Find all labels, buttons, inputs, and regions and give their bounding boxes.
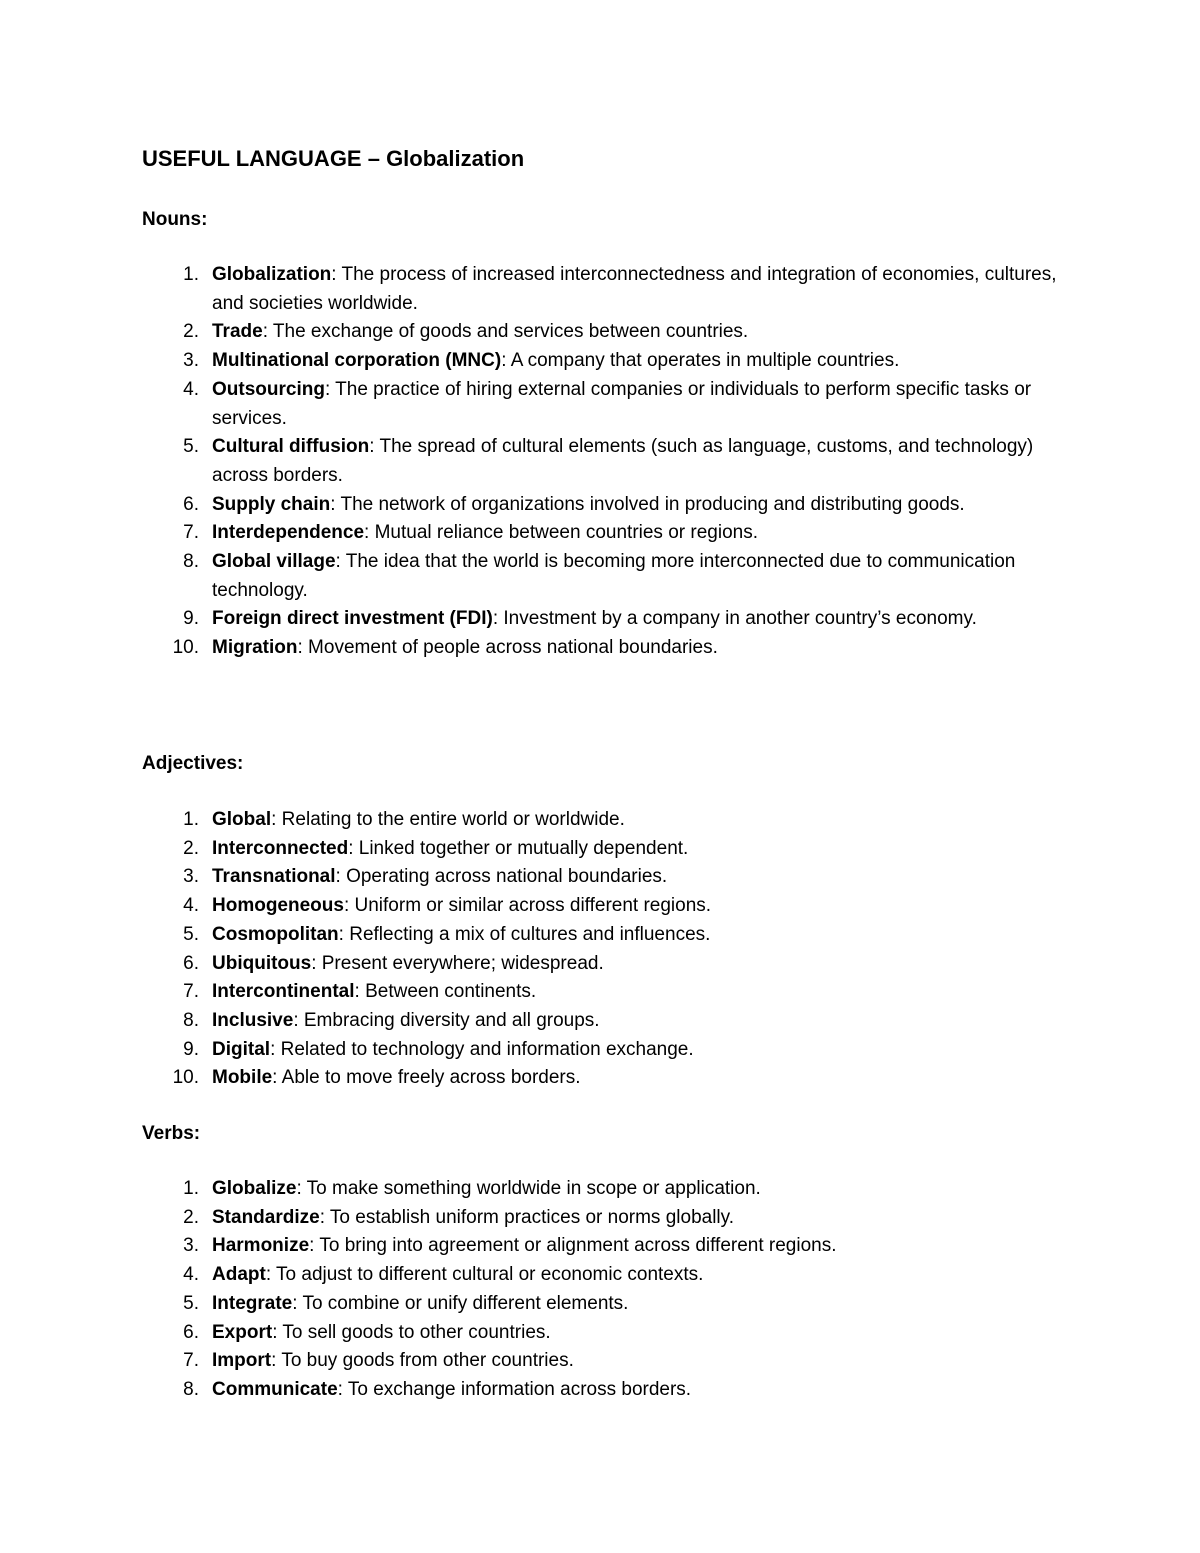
item-definition: : The exchange of goods and services between countries. bbox=[262, 321, 749, 343]
item-definition: : Relating to the entire world or worldwide. bbox=[271, 809, 625, 830]
item-definition: : To adjust to different cultural or economic contexts. bbox=[265, 1264, 704, 1286]
item-number: 5. bbox=[183, 1292, 199, 1314]
item-number: 1. bbox=[183, 1178, 199, 1199]
item-number: 5. bbox=[183, 923, 199, 945]
item-number: 5. bbox=[183, 436, 199, 458]
item-term: Globalize bbox=[212, 1178, 297, 1199]
item-term: Interconnected bbox=[212, 837, 349, 859]
list-item bbox=[0, 491, 1200, 520]
list-item bbox=[0, 376, 1200, 433]
item-term: Import bbox=[212, 1350, 272, 1372]
list-item bbox=[0, 433, 1200, 490]
list-item bbox=[0, 1261, 1200, 1290]
item-definition: : The spread of cultural elements (such as language, customs, and technology) across borders. bbox=[212, 436, 1034, 486]
item-number: 10. bbox=[172, 637, 199, 659]
item-term: Trade bbox=[212, 321, 263, 343]
item-term: Interdependence bbox=[212, 522, 365, 544]
verbs-list bbox=[0, 1175, 1200, 1405]
item-definition: : To sell goods to other countries. bbox=[272, 1321, 551, 1343]
item-definition: : The process of increased interconnectedness and integration of economies, cultures, and societies worldwide. bbox=[212, 264, 1057, 314]
item-term: Communicate bbox=[212, 1378, 338, 1400]
list-item bbox=[0, 1319, 1200, 1348]
list-item bbox=[0, 605, 1200, 634]
item-number: 8. bbox=[183, 551, 199, 573]
item-number: 2. bbox=[183, 321, 199, 343]
item-term: Outsourcing bbox=[212, 378, 325, 400]
item-definition: : To combine or unify different elements. bbox=[292, 1292, 629, 1314]
item-number: 3. bbox=[183, 866, 199, 888]
item-definition: : To make something worldwide in scope or application. bbox=[296, 1178, 761, 1199]
item-term: Standardize bbox=[212, 1206, 320, 1228]
item-number: 4. bbox=[183, 378, 199, 400]
item-number: 6. bbox=[183, 952, 199, 974]
item-definition: : The idea that the world is becoming more interconnected due to communication technology. bbox=[212, 551, 1016, 601]
list-item bbox=[0, 548, 1200, 605]
item-term: Ubiquitous bbox=[212, 952, 312, 974]
list-item bbox=[0, 1232, 1200, 1261]
item-number: 7. bbox=[183, 522, 199, 544]
item-definition: : Movement of people across national boundaries. bbox=[297, 637, 718, 659]
item-number: 2. bbox=[183, 837, 199, 859]
item-number: 3. bbox=[183, 350, 199, 372]
item-term: Export bbox=[212, 1321, 273, 1343]
list-item bbox=[0, 835, 1200, 864]
item-term: Supply chain bbox=[212, 493, 331, 515]
list-item bbox=[0, 1175, 1200, 1204]
item-definition: : Related to technology and information exchange. bbox=[270, 1038, 694, 1060]
item-definition: : To buy goods from other countries. bbox=[271, 1350, 574, 1372]
item-term: Intercontinental bbox=[212, 981, 355, 1003]
list-item bbox=[0, 1204, 1200, 1233]
list-item bbox=[0, 1064, 1200, 1093]
item-term: Foreign direct investment (FDI) bbox=[212, 608, 493, 630]
item-definition: : To exchange information across borders. bbox=[337, 1378, 692, 1400]
list-item bbox=[0, 863, 1200, 892]
item-term: Cultural diffusion bbox=[212, 436, 370, 458]
item-term: Integrate bbox=[212, 1292, 293, 1314]
item-number: 2. bbox=[183, 1206, 199, 1228]
item-number: 4. bbox=[183, 895, 199, 917]
list-item bbox=[0, 1376, 1200, 1405]
item-term: Transnational bbox=[212, 866, 336, 888]
item-term: Global bbox=[212, 809, 272, 830]
list-item bbox=[0, 347, 1200, 376]
item-definition: : A company that operates in multiple countries. bbox=[501, 350, 900, 372]
item-definition: : To bring into agreement or alignment across different regions. bbox=[309, 1235, 837, 1257]
item-definition: : Between continents. bbox=[354, 981, 537, 1003]
list-item bbox=[0, 634, 1200, 663]
item-number: 9. bbox=[183, 608, 199, 630]
item-number: 8. bbox=[183, 1378, 199, 1400]
document-title: USEFUL LANGUAGE – Globalization bbox=[142, 146, 525, 171]
item-term: Adapt bbox=[212, 1264, 266, 1286]
list-item bbox=[0, 1347, 1200, 1376]
item-number: 1. bbox=[183, 264, 199, 285]
item-term: Cosmopolitan bbox=[212, 923, 339, 945]
item-number: 8. bbox=[183, 1009, 199, 1031]
item-term: Inclusive bbox=[212, 1009, 294, 1031]
item-definition: : Investment by a company in another country’s economy. bbox=[492, 608, 977, 630]
list-item bbox=[0, 978, 1200, 1007]
item-definition: : Present everywhere; widespread. bbox=[311, 952, 604, 974]
item-term: Harmonize bbox=[212, 1235, 310, 1257]
item-number: 7. bbox=[183, 981, 199, 1003]
list-item bbox=[0, 1290, 1200, 1319]
item-number: 3. bbox=[183, 1235, 199, 1257]
item-definition: : Embracing diversity and all groups. bbox=[293, 1009, 600, 1031]
list-item bbox=[0, 261, 1200, 318]
adjectives-list bbox=[0, 806, 1200, 1093]
list-item bbox=[0, 519, 1200, 548]
item-number: 4. bbox=[183, 1264, 199, 1286]
item-definition: : Operating across national boundaries. bbox=[335, 866, 668, 888]
item-term: Migration bbox=[212, 637, 298, 659]
item-definition: : Uniform or similar across different regions. bbox=[343, 895, 712, 917]
list-item bbox=[0, 921, 1200, 950]
item-definition: : Able to move freely across borders. bbox=[272, 1067, 581, 1089]
list-item bbox=[0, 318, 1200, 347]
item-number: 6. bbox=[183, 493, 199, 515]
item-number: 7. bbox=[183, 1350, 199, 1372]
item-term: Mobile bbox=[212, 1067, 273, 1089]
item-term: Globalization bbox=[212, 264, 332, 285]
section-heading-verbs: Verbs: bbox=[142, 1123, 201, 1144]
item-definition: : The practice of hiring external companies or individuals to perform specific tasks or services. bbox=[212, 378, 1032, 429]
item-number: 9. bbox=[183, 1038, 199, 1060]
list-item bbox=[0, 1036, 1200, 1065]
item-definition: : Reflecting a mix of cultures and influences. bbox=[338, 923, 711, 945]
section-heading-nouns: Nouns: bbox=[142, 209, 208, 230]
item-number: 10. bbox=[172, 1067, 199, 1089]
item-term: Global village bbox=[212, 551, 336, 573]
item-term: Digital bbox=[212, 1038, 271, 1060]
list-item bbox=[0, 1007, 1200, 1036]
item-definition: : To establish uniform practices or norms globally. bbox=[319, 1206, 735, 1228]
list-item bbox=[0, 806, 1200, 835]
item-definition: : Linked together or mutually dependent. bbox=[348, 837, 689, 859]
list-item bbox=[0, 892, 1200, 921]
item-number: 1. bbox=[183, 809, 199, 830]
item-number: 6. bbox=[183, 1321, 199, 1343]
item-term: Multinational corporation (MNC) bbox=[212, 350, 502, 372]
list-item bbox=[0, 950, 1200, 979]
section-heading-adjectives: Adjectives: bbox=[142, 753, 244, 774]
item-definition: : Mutual reliance between countries or regions. bbox=[364, 522, 758, 544]
item-term: Homogeneous bbox=[212, 895, 344, 917]
nouns-list bbox=[0, 261, 1200, 663]
item-definition: : The network of organizations involved in producing and distributing goods. bbox=[330, 493, 965, 515]
